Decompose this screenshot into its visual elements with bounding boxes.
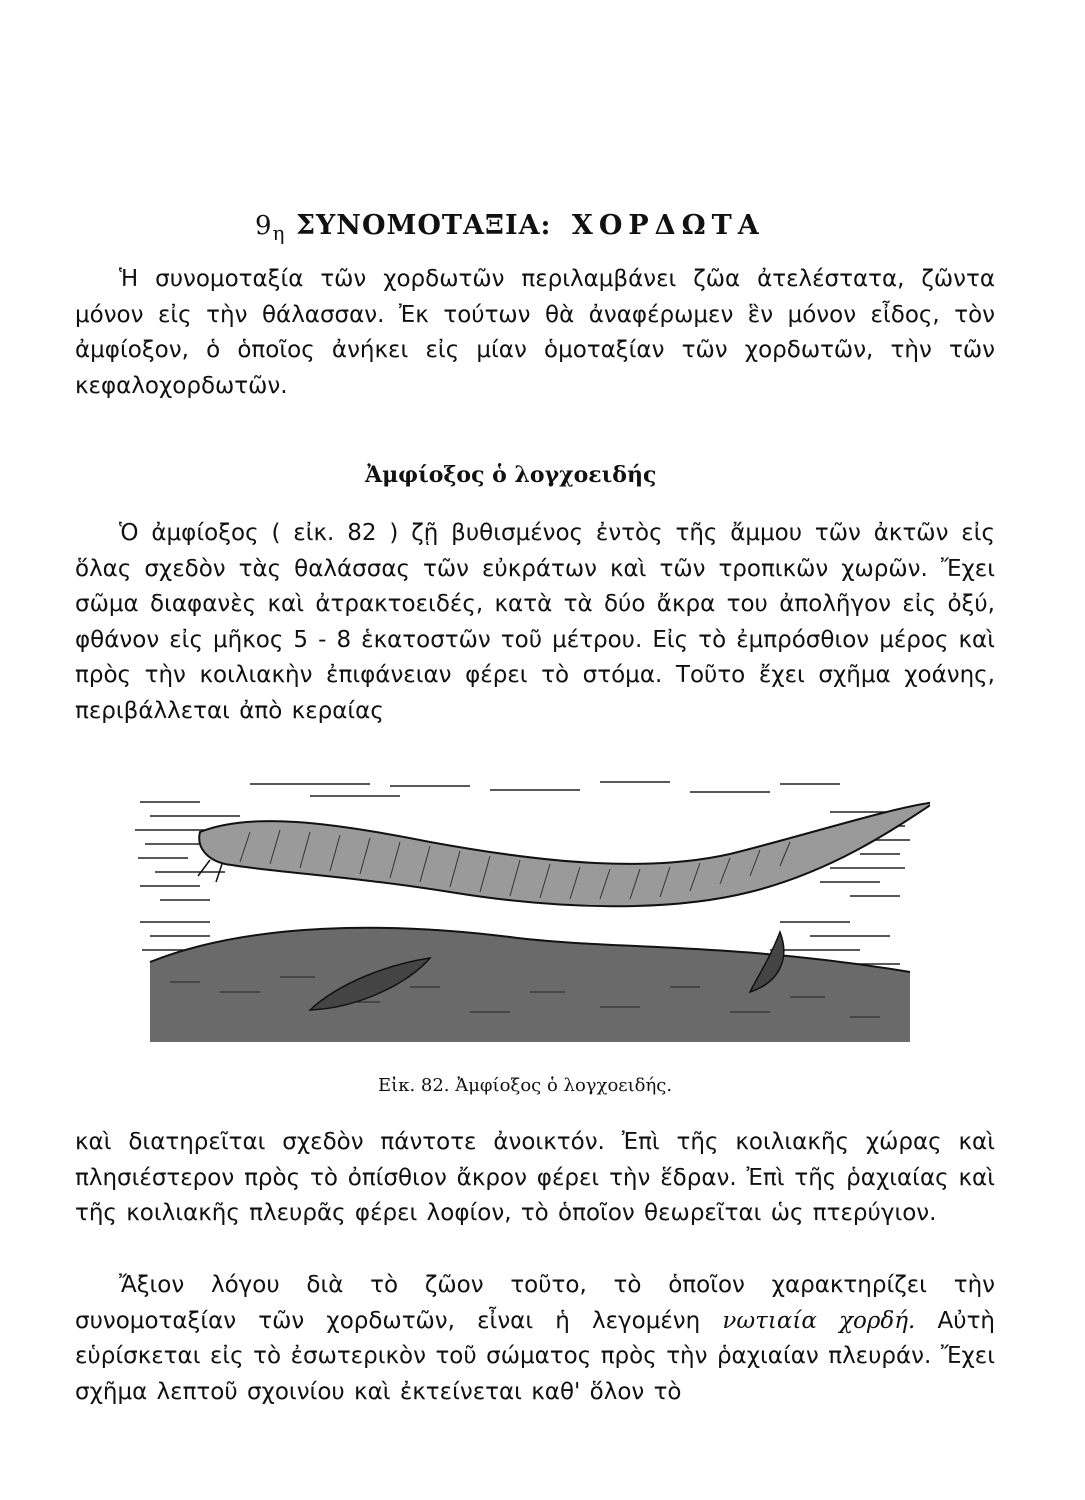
amphioxus-body bbox=[198, 802, 930, 906]
chapter-heading bbox=[255, 210, 765, 245]
amphioxus-illustration bbox=[130, 772, 930, 1042]
figure-caption: Εἰκ. 82. Ἀμφίοξος ὁ λογχοειδής. bbox=[378, 1075, 673, 1096]
chapter-title: ΧΟΡΔΩΤΑ bbox=[571, 210, 765, 241]
chapter-ordinal: $9_\eta$ bbox=[255, 211, 286, 246]
illustration-drawing bbox=[130, 772, 930, 1042]
body-paragraph-2: καὶ διατηρεῖται σχεδὸν πάντοτε ἀνοικτόν. Ἐπὶ τῆς κοιλιακῆς χώρας καὶ πλησιέστερον πρὸς τὸ ὀπίσθιον ἄκρον φέρει τὴν ἕδραν. Ἐπὶ τῆς ῥαχιαίας καὶ τῆς κοιλιακῆς πλευρᾶς φέρει λοφίον, τὸ ὁποῖον θεωρεῖται ὡς πτερύγιον. bbox=[75, 1129, 995, 1226]
body-paragraph-3: Ἄξιον λόγου διὰ τὸ ζῶον τοῦτο, τὸ ὁποῖον χαρακτηρίζει τὴν συνομοταξίαν τῶν χορδωτῶν, εἶναι ἡ λεγομένη νωτιαία χορδή. Αὐτὴ εὑρίσκεται εἰς τὸ ἐσωτερικὸν τοῦ σώματος πρὸς τὴν ῥαχιαίαν πλευράν. Ἔχει σχῆμα λεπτοῦ σχοινίου καὶ ἐκτείνεται καθ' ὅλον τὸ bbox=[75, 1272, 996, 1405]
chapter-label: ΣΥΝΟΜΟΤΑΞΙΑ: bbox=[295, 210, 552, 241]
body-paragraph-1: Ὁ ἀμφίοξος ( εἰκ. 82 ) ζῇ βυθισμένος ἐντὸς τῆς ἄμμου τῶν ἀκτῶν εἰς ὅλας σχεδὸν τὰς θαλάσσας τῶν εὐκράτων καὶ τῶν τροπικῶν χωρῶν. Ἔχει σῶμα διαφανὲς καὶ ἀτρακτοειδές, κατὰ τὰ δύο ἄκρα του ἀπολῆγον εἰς ὀξύ, φθάνον εἰς μῆκος 5 - 8 ἑκατοστῶν τοῦ μέτρου. Εἰς τὸ ἐμπρόσθιον μέρος καὶ πρὸς τὴν κοιλιακὴν ἐπιφάνειαν φέρει τὸ στόμα. Τοῦτο ἔχει σχῆμα χοάνης, περιβάλλεται ἀπὸ κεραίας bbox=[75, 520, 995, 724]
section-heading: Ἀμφίοξος ὁ λογχοειδής bbox=[365, 462, 657, 488]
italic-term: νωτιαία χορδή. bbox=[722, 1307, 916, 1334]
intro-paragraph: Ἡ συνομοταξία τῶν χορδωτῶν περιλαμβάνει ζῶα ἀτελέστατα, ζῶντα μόνον εἰς τὴν θάλασσαν. Ἐκ τούτων θὰ ἀναφέρωμεν ἓν μόνον εἶδος, τὸν ἀμφίοξον, ὁ ὁποῖος ἀνήκει εἰς μίαν ὁμοταξίαν τῶν χορδωτῶν, τὴν τῶν κεφαλοχορδωτῶν. bbox=[75, 266, 995, 399]
sea-floor bbox=[150, 928, 910, 1042]
